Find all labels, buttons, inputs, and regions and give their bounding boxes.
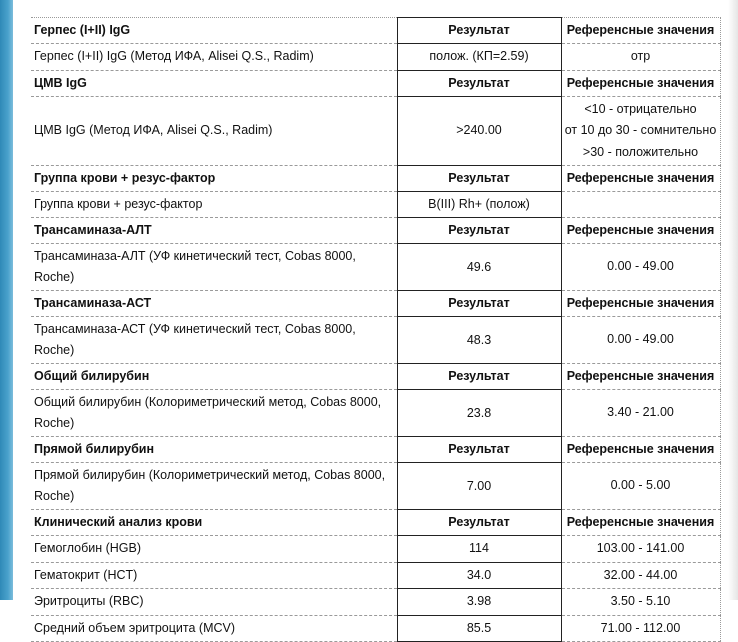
result-column-header: Результат (397, 437, 561, 463)
reference-range (561, 463, 720, 510)
test-name: Эритроциты (RBC) (31, 589, 397, 616)
test-name: Группа крови + резус-фактор (31, 192, 397, 218)
reference-range (561, 589, 720, 616)
section-header-row (31, 437, 720, 463)
test-row (31, 317, 720, 364)
test-row (31, 44, 720, 71)
test-name: Трансаминаза-АСТ (УФ кинетический тест, Cobas 8000, Roche) (31, 317, 397, 364)
reference-line: >30 - положительно (582, 144, 699, 159)
reference-column-header: Референсные значения (561, 18, 720, 44)
section-title: Герпес (I+II) IgG (31, 18, 397, 44)
reference-line: 0.00 - 5.00 (610, 478, 671, 493)
section-title: Клинический анализ крови (31, 510, 397, 536)
test-result: 49.6 (397, 244, 561, 291)
test-result: 85.5 (397, 615, 561, 642)
section-header-row (31, 218, 720, 244)
reference-line: 32.00 - 44.00 (603, 567, 678, 582)
test-result: 48.3 (397, 317, 561, 364)
test-result: 34.0 (397, 562, 561, 589)
test-row (31, 562, 720, 589)
reference-column-header: Референсные значения (561, 70, 720, 96)
test-name: ЦМВ IgG (Метод ИФА, Alisei Q.S., Radim) (31, 96, 397, 166)
reference-column-header: Референсные значения (561, 364, 720, 390)
reference-column-header: Референсные значения (561, 510, 720, 536)
result-column-header: Результат (397, 70, 561, 96)
test-result: 23.8 (397, 390, 561, 437)
section-header-row (31, 166, 720, 192)
test-row (31, 536, 720, 563)
reference-line: 3.50 - 5.10 (610, 594, 671, 608)
section-title: Трансаминаза-АСТ (31, 291, 397, 317)
test-result: B(III) Rh+ (полож) (397, 192, 561, 218)
reference-column-header: Референсные значения (561, 218, 720, 244)
reference-range (561, 390, 720, 437)
test-name: Герпес (I+II) IgG (Метод ИФА, Alisei Q.S., Radim) (31, 44, 397, 71)
section-title: ЦМВ IgG (31, 70, 397, 96)
test-row (31, 589, 720, 616)
section-title: Трансаминаза-АЛТ (31, 218, 397, 244)
lab-results-table (31, 17, 721, 642)
result-column-header: Результат (397, 291, 561, 317)
reference-line: отр (630, 49, 651, 63)
section-header-row (31, 364, 720, 390)
reference-range (561, 244, 720, 291)
reference-line: 71.00 - 112.00 (600, 620, 681, 635)
reference-range (561, 44, 720, 71)
test-name: Общий билирубин (Колориметрический метод, Cobas 8000, Roche) (31, 390, 397, 437)
reference-line: 3.40 - 21.00 (607, 405, 674, 420)
section-header-row (31, 70, 720, 96)
reference-line: 0.00 - 49.00 (607, 259, 674, 274)
section-title: Группа крови + резус-фактор (31, 166, 397, 192)
test-row (31, 244, 720, 291)
result-column-header: Результат (397, 510, 561, 536)
test-row (31, 463, 720, 510)
test-row (31, 615, 720, 642)
test-result: >240.00 (397, 96, 561, 166)
reference-range (561, 536, 720, 563)
test-name: Средний объем эритроцита (MCV) (31, 615, 397, 642)
reference-range (561, 562, 720, 589)
result-column-header: Результат (397, 218, 561, 244)
test-result: полож. (КП=2.59) (397, 44, 561, 71)
reference-range (561, 317, 720, 364)
reference-column-header: Референсные значения (561, 437, 720, 463)
section-header-row (31, 18, 720, 44)
test-result: 7.00 (397, 463, 561, 510)
test-name: Трансаминаза-АЛТ (УФ кинетический тест, Cobas 8000, Roche) (31, 244, 397, 291)
reference-column-header: Референсные значения (561, 166, 720, 192)
section-header-row (31, 510, 720, 536)
test-result: 114 (397, 536, 561, 563)
section-title: Общий билирубин (31, 364, 397, 390)
test-name: Гематокрит (HCT) (31, 562, 397, 589)
reference-line: 103.00 - 141.00 (596, 541, 685, 555)
reference-range (561, 192, 720, 218)
reference-column-header: Референсные значения (561, 291, 720, 317)
reference-line: от 10 до 30 - сомнительно (564, 123, 717, 137)
reference-range (561, 96, 720, 166)
section-title: Прямой билирубин (31, 437, 397, 463)
test-name: Гемоглобин (HGB) (31, 536, 397, 563)
right-edge-shadow (728, 0, 738, 600)
result-column-header: Результат (397, 166, 561, 192)
left-accent-stripe (0, 0, 13, 600)
test-row (31, 192, 720, 218)
reference-range (561, 615, 720, 642)
section-header-row (31, 291, 720, 317)
reference-line: <10 - отрицательно (584, 101, 697, 116)
reference-line: 0.00 - 49.00 (607, 332, 674, 347)
test-row (31, 390, 720, 437)
test-result: 3.98 (397, 589, 561, 616)
result-column-header: Результат (397, 364, 561, 390)
test-row (31, 96, 720, 166)
result-column-header: Результат (397, 18, 561, 44)
lab-results-body (31, 18, 720, 642)
test-name: Прямой билирубин (Колориметрический метод, Cobas 8000, Roche) (31, 463, 397, 510)
